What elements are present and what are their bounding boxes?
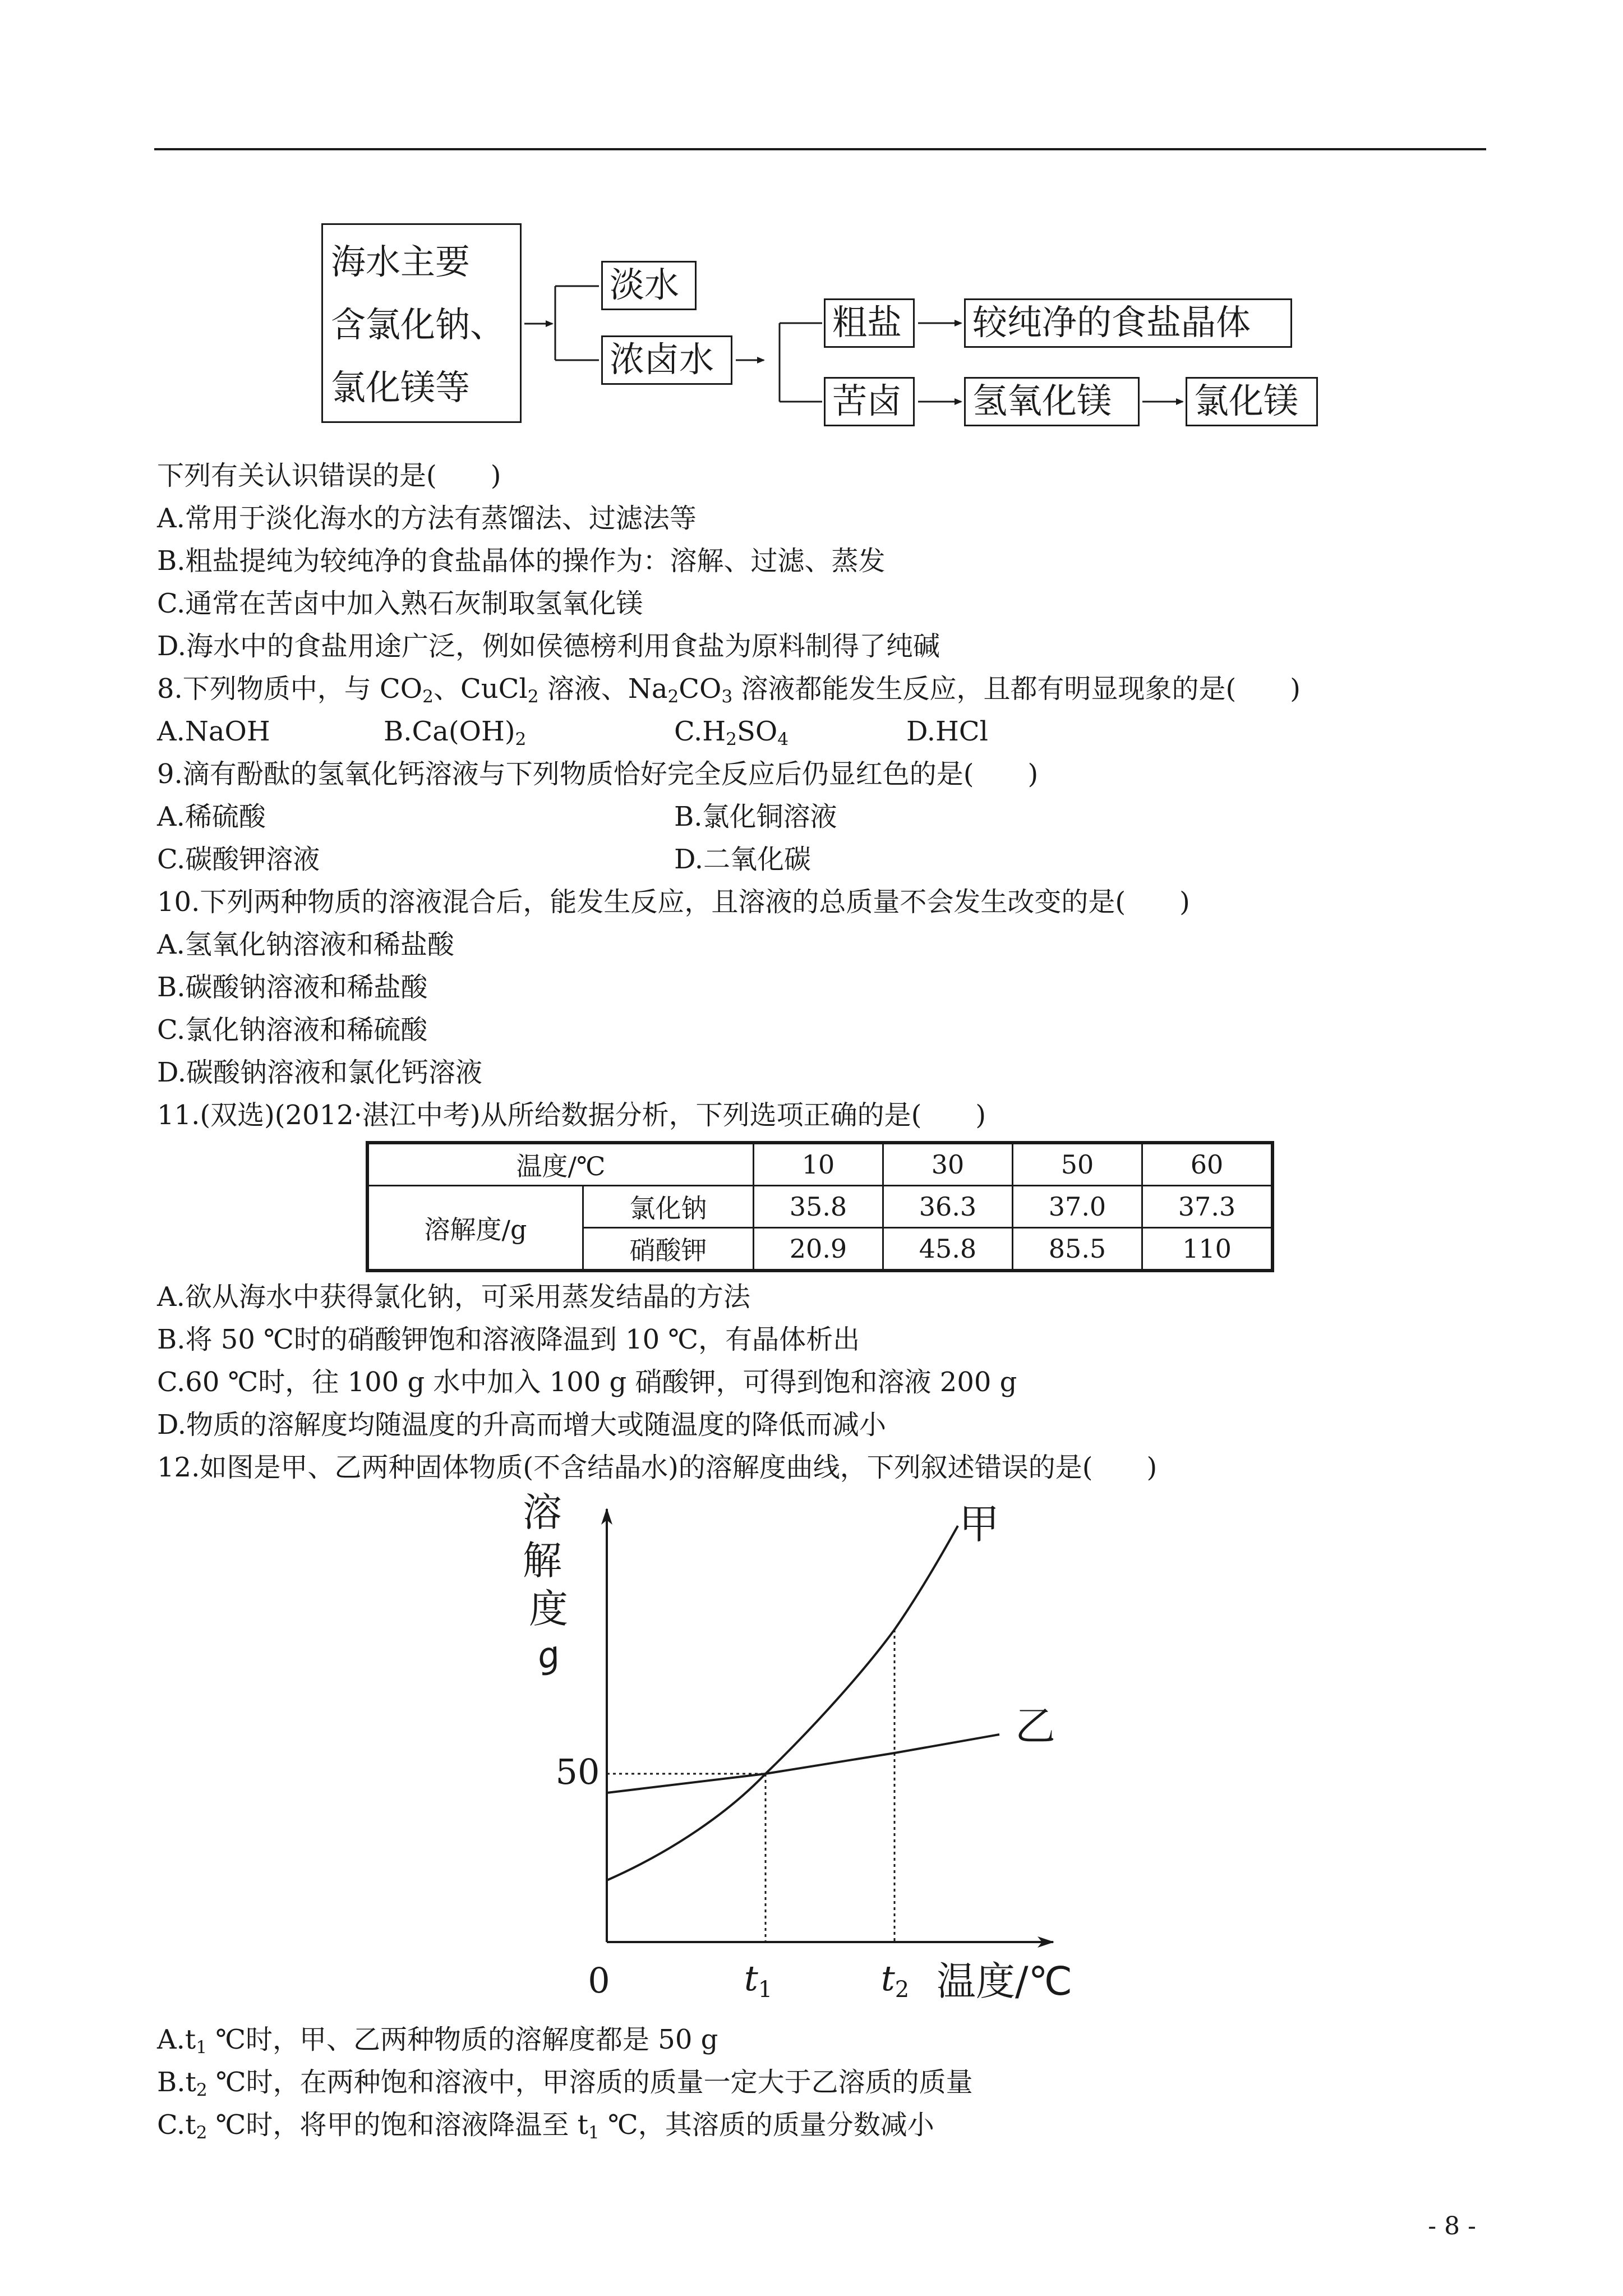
q7-option-b: B.粗盐提纯为较纯净的食盐晶体的操作为：溶解、过滤、蒸发 <box>157 545 886 577</box>
table-cell: 36.3 <box>883 1186 1013 1228</box>
temp-header: 温度/℃ <box>367 1143 754 1186</box>
q12-option-b: $B.t_2$ ℃时，在两种饱和溶液中，甲溶质的质量一定大于乙溶质的质量 <box>157 2067 973 2100</box>
q12-option-a: $A.t_1$ ℃时，甲、乙两种物质的溶解度都是 50 g <box>157 2024 718 2058</box>
curve-yi <box>607 1734 999 1793</box>
table-cell: 20.9 <box>754 1228 883 1271</box>
series-label-jia: 甲 <box>959 1501 1000 1548</box>
q9-option-c: C.碳酸钾溶液 <box>157 844 320 875</box>
table-cell: 85.5 <box>1013 1228 1142 1271</box>
q10-option-a: A.氢氧化钠溶液和稀盐酸 <box>157 929 454 960</box>
crude-salt-box: 粗盐 <box>824 298 915 348</box>
q12-option-c: $C.t_2$ ℃时，将甲的饱和溶液降温至 $t_1$ ℃，其溶质的质量分数减小 <box>157 2109 934 2143</box>
q7-option-a: A.常用于淡化海水的方法有蒸馏法、过滤法等 <box>157 503 697 534</box>
q8-stem: 8.下列物质中，与 $CO_2$、CuCl$_2$ 溶液、$Na_2CO_3$ 溶液都能发生反应，且都有明显现象的是( ) <box>157 673 1301 707</box>
q8-option-c: $C.H_2SO_4$ <box>674 716 789 749</box>
q8-option-d: D.HCl <box>906 716 988 747</box>
seawater-line-2: 含氯化钠、 <box>331 304 505 345</box>
y-label-char: 解 <box>522 1538 562 1584</box>
page-number: - 8 - <box>1428 2212 1476 2240</box>
q10-option-c: C.氯化钠溶液和稀硫酸 <box>157 1014 428 1046</box>
q11-option-c: C.60 ℃时，往 100 g 水中加入 100 g 硝酸钾，可得到饱和溶液 200 g <box>157 1366 1017 1398</box>
table-cell: 37.0 <box>1013 1186 1142 1228</box>
q8-option-a: A.NaOH <box>157 716 270 747</box>
curve-jia <box>607 1526 958 1880</box>
origin-label: 0 <box>588 1960 610 2001</box>
q11-option-d: D.物质的溶解度均随温度的升高而增大或随温度的降低而减小 <box>157 1409 887 1441</box>
table-cell: 110 <box>1142 1228 1273 1271</box>
q7-option-d: D.海水中的食盐用途广泛，例如侯德榜利用食盐为原料制得了纯碱 <box>157 631 940 662</box>
q9-option-b: B.氯化铜溶液 <box>674 801 837 832</box>
table-cell: 37.3 <box>1142 1186 1273 1228</box>
x-tick-t2: t2 <box>880 1958 910 2003</box>
substance-name: 硝酸钾 <box>583 1228 754 1271</box>
seawater-line-3: 氯化镁等 <box>331 367 471 408</box>
y-tick-label: 50 <box>555 1751 600 1792</box>
y-axis-label <box>523 1489 574 1632</box>
q9-option-d: D.二氧化碳 <box>674 844 811 875</box>
pure-salt-box: 较纯净的食盐晶体 <box>964 298 1292 348</box>
brine-box: 浓卤水 <box>601 335 732 385</box>
q7-stem: 下列有关认识错误的是( ) <box>157 460 501 491</box>
temp-cell: 30 <box>883 1143 1013 1186</box>
solubility-header: 溶解度/g <box>367 1186 583 1271</box>
x-tick-t1: t1 <box>744 1958 773 2003</box>
q11-option-b: B.将 50 ℃时的硝酸钾饱和溶液降温到 10 ℃，有晶体析出 <box>157 1324 860 1355</box>
q10-option-d: D.碳酸钠溶液和氯化钙溶液 <box>157 1057 483 1088</box>
q12-stem: 12.如图是甲、乙两种固体物质(不含结晶水)的溶解度曲线，下列叙述错误的是( ) <box>157 1452 1158 1483</box>
temp-cell: 50 <box>1013 1143 1142 1186</box>
q7-option-c: C.通常在苦卤中加入熟石灰制取氢氧化镁 <box>157 588 643 619</box>
y-label-char: 度 <box>529 1586 568 1632</box>
x-axis-label: 温度/℃ <box>937 1958 1073 2004</box>
y-label-char: 溶 <box>522 1489 562 1535</box>
q11-option-a: A.欲从海水中获得氯化钠，可采用蒸发结晶的方法 <box>157 1281 750 1313</box>
q8-option-b: $B.Ca(OH)_2$ <box>384 716 527 749</box>
substance-name: 氯化钠 <box>583 1186 754 1228</box>
temp-cell: 60 <box>1142 1143 1273 1186</box>
seawater-line-1: 海水主要 <box>331 241 471 282</box>
q10-stem: 10.下列两种物质的溶液混合后，能发生反应，且溶液的总质量不会发生改变的是( ) <box>157 886 1190 918</box>
q9-stem: 9.滴有酚酞的氢氧化钙溶液与下列物质恰好完全反应后仍显红色的是( ) <box>157 758 1039 790</box>
temp-cell: 10 <box>754 1143 883 1186</box>
q11-stem: 11.(双选)(2012·湛江中考)从所给数据分析，下列选项正确的是( ) <box>157 1099 986 1131</box>
mg-chloride-box: 氯化镁 <box>1186 377 1318 426</box>
fresh-water-box: 淡水 <box>601 261 697 310</box>
series-label-yi: 乙 <box>1015 1703 1056 1750</box>
q9-option-a: A.稀硫酸 <box>157 801 266 832</box>
q10-option-b: B.碳酸钠溶液和稀盐酸 <box>157 972 428 1003</box>
mg-hydroxide-box: 氢氧化镁 <box>964 377 1140 426</box>
table-cell: 35.8 <box>754 1186 883 1228</box>
table-cell: 45.8 <box>883 1228 1013 1271</box>
y-axis-unit: g <box>533 1632 564 1678</box>
bittern-box: 苦卤 <box>824 377 915 426</box>
